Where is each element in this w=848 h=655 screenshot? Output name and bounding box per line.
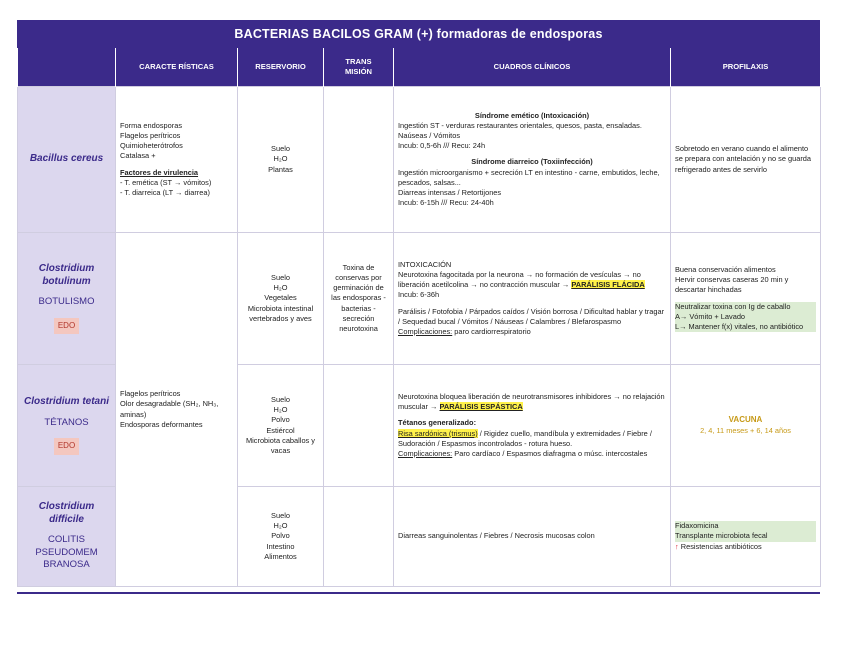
caract-line: Quimioheterótrofos bbox=[120, 141, 183, 151]
profilaxis-line: Buena conservación alimentos bbox=[675, 264, 776, 274]
transmision-cell-tetani bbox=[324, 365, 394, 487]
header-row bbox=[18, 48, 821, 87]
intox-title: INTOXICACIÓN bbox=[398, 259, 452, 269]
reservorio-line: H₂O bbox=[273, 521, 288, 531]
reservorio-line: Polvo bbox=[271, 415, 290, 425]
emetic-line: Naúseas / Vómitos bbox=[398, 130, 461, 140]
vaccine-label: VACUNA bbox=[728, 415, 763, 425]
row-clostridium-botulinum bbox=[18, 233, 821, 365]
reservorio-line: Suelo bbox=[271, 394, 290, 404]
reservorio-line: Plantas bbox=[268, 164, 293, 174]
virulence-title: Factores de virulencia bbox=[120, 167, 199, 177]
virulence-line: - T. emética (ST → vómitos) bbox=[120, 177, 212, 187]
diarrheal-line: Diarreas intensas / Retortijones bbox=[398, 188, 502, 197]
transmision-cell-difficile bbox=[324, 487, 394, 587]
species-name: Bacillus cereus bbox=[29, 153, 104, 165]
reservorio-line: Microbiota caballos y vacas bbox=[245, 435, 315, 455]
header-transmision: TRANS MISIÓN bbox=[324, 48, 394, 87]
vaccine-schedule: 2, 4, 11 meses + 6, 14 años bbox=[700, 425, 791, 435]
cuadros-cell-difficile: Diarreas sanguinolentas / Fiebres / Necrosis mucosas colon bbox=[394, 487, 671, 587]
header-profilaxis: PROFILAXIS bbox=[671, 48, 821, 87]
diarrheal-title: Síndrome diarreico (Toxiinfección) bbox=[471, 157, 593, 167]
reservorio-line: Vegetales bbox=[264, 293, 297, 303]
header-cuadros: CUADROS CLÍNICOS bbox=[394, 48, 671, 87]
reservorio-line: H₂O bbox=[273, 405, 288, 415]
arrow-up-icon: ↑ bbox=[675, 541, 679, 551]
caract-line: Olor desagradable (SH₂, NH₃, aminas) bbox=[120, 399, 219, 419]
mechanism-text: Neurotoxina fagocitada por la neurona → no formación de vesículas → no liberación acetilcolina → no contracción muscular → bbox=[398, 269, 641, 290]
mechanism-text: Neurotoxina bloquea liberación de neurotransmisores inhibidores → no relajación muscular → bbox=[398, 391, 665, 412]
reservorio-cell-bcereus bbox=[238, 87, 324, 233]
name-cell-bcereus bbox=[18, 87, 116, 233]
reservorio-line: Intestino bbox=[266, 541, 295, 551]
caract-cell-clostridium bbox=[116, 233, 238, 587]
treatment-line: L→ Mantener f(x) vitales, no antibiótico bbox=[675, 322, 816, 332]
resistance-text: Resistencias antibióticos bbox=[680, 541, 762, 551]
transmision-cell-botulinum: Toxina de conservas por germinación de las endosporas - bacterias - secreción neurotoxina bbox=[324, 233, 394, 365]
complications-label: Complicaciones: bbox=[398, 327, 453, 336]
incub-line: Incub: 6-36h bbox=[398, 290, 440, 300]
generalized-title: Tétanos generalizado: bbox=[398, 418, 477, 428]
cuadros-cell-bcereus bbox=[394, 87, 671, 233]
row-bacillus-cereus bbox=[18, 87, 821, 233]
complications-text: Paro cardíaco / Espasmos diafragma o músc. intercostales bbox=[454, 448, 648, 458]
emetic-title: Síndrome emético (Intoxicación) bbox=[474, 110, 590, 120]
table-bottom-border bbox=[17, 592, 820, 594]
profilaxis-line: Hervir conservas caseras 20 min y descartar hinchadas bbox=[675, 275, 789, 295]
edo-badge: EDO bbox=[54, 438, 79, 455]
bacteria-table bbox=[17, 48, 821, 587]
name-cell-tetani bbox=[18, 365, 116, 487]
profilaxis-cell-tetani bbox=[671, 365, 821, 487]
caract-line: Forma endosporas bbox=[120, 120, 183, 130]
virulence-line: - T. diarreica (LT → diarrea) bbox=[120, 188, 210, 197]
caract-line: Catalasa + bbox=[120, 151, 156, 161]
caract-line: Flagelos perítricos bbox=[120, 130, 181, 140]
reservorio-line: Suelo bbox=[271, 144, 290, 154]
treatment-line: Transplante microbiota fecal bbox=[675, 531, 816, 541]
bacteria-table-sheet bbox=[17, 20, 820, 587]
disease-name: TÉTANOS bbox=[44, 416, 89, 428]
profilaxis-cell-difficile bbox=[671, 487, 821, 587]
edo-badge: EDO bbox=[54, 318, 79, 335]
reservorio-cell-botulinum bbox=[238, 233, 324, 365]
treatment-line: A→ Vómito + Lavado bbox=[675, 312, 816, 322]
header-reservorio: RESERVORIO bbox=[238, 48, 324, 87]
species-name: Clostridium botulinum bbox=[38, 263, 95, 287]
complications-text: paro cardiorrespiratorio bbox=[454, 327, 531, 336]
transmision-cell-bcereus bbox=[324, 87, 394, 233]
name-cell-botulinum bbox=[18, 233, 116, 365]
cuadros-cell-tetani bbox=[394, 365, 671, 487]
name-cell-difficile bbox=[18, 487, 116, 587]
caract-line: Endosporas deformantes bbox=[120, 419, 203, 429]
reservorio-line: Microbiota intestinal vertebrados y aves bbox=[247, 303, 314, 323]
disease-name: BOTULISMO bbox=[38, 296, 95, 307]
reservorio-line: H₂O bbox=[273, 154, 288, 164]
caract-line: Flagelos perítricos bbox=[120, 389, 181, 399]
emetic-line: Ingestión ST - verduras restaurantes orientales, quesos, pasta, ensaladas. bbox=[398, 120, 642, 130]
treatment-line: Fidaxomicina bbox=[675, 521, 816, 531]
paralysis-highlight: PARÁLISIS ESPÁSTICA bbox=[439, 402, 523, 412]
emetic-line: Incub: 0,5-6h /// Recu: 24h bbox=[398, 141, 486, 151]
header-empty bbox=[18, 48, 116, 87]
table-title: BACTERIAS BACILOS GRAM (+) formadoras de endosporas bbox=[17, 20, 820, 48]
reservorio-cell-difficile bbox=[238, 487, 324, 587]
reservorio-line: Estiércol bbox=[266, 425, 295, 435]
reservorio-cell-tetani bbox=[238, 365, 324, 487]
disease-name: COLITIS PSEUDOMEM BRANOSA bbox=[35, 534, 98, 571]
header-caracteristicas: CARACTE RÍSTICAS bbox=[116, 48, 238, 87]
profilaxis-cell-bcereus: Sobretodo en verano cuando el alimento se prepara con antelación y no se guarda refrigerado antes de servirlo bbox=[671, 87, 821, 233]
diarrheal-line: Ingestión microorganismo + secreción LT en intestino - carne, embutidos, leche, pescados, salsas... bbox=[398, 167, 660, 187]
risa-highlight: Risa sardónica (trismus) bbox=[398, 428, 478, 438]
diarrheal-line: Incub: 6-15h /// Recu: 24-40h bbox=[398, 198, 494, 208]
cuadros-cell-botulinum bbox=[394, 233, 671, 365]
treatment-line: Neutralizar toxina con Ig de caballo bbox=[675, 302, 816, 312]
reservorio-line: H₂O bbox=[273, 283, 288, 293]
species-name: Clostridium tetani bbox=[23, 396, 109, 408]
profilaxis-cell-botulinum bbox=[671, 233, 821, 365]
symptoms-line: Parálisis / Fotofobia / Párpados caídos / Visión borrosa / Dificultad hablar y tragar / Sequedad bucal / Vómitos / Náuseas / Calambres / Blefarospasmo bbox=[398, 306, 665, 326]
reservorio-line: Alimentos bbox=[264, 551, 297, 561]
species-name: Clostridium difficile bbox=[38, 501, 95, 525]
reservorio-line: Suelo bbox=[271, 510, 290, 520]
reservorio-line: Polvo bbox=[271, 531, 290, 541]
complications-label: Complicaciones: bbox=[398, 448, 453, 458]
generalized-text: / Rigidez cuello, mandíbula y extremidades / Fiebre / Sudoración / Espasmos incontrolados - rotura hueso. bbox=[398, 428, 652, 448]
resistance-line bbox=[675, 542, 816, 552]
caract-cell-bcereus bbox=[116, 87, 238, 233]
paralysis-highlight: PARÁLISIS FLÁCIDA bbox=[571, 280, 645, 290]
reservorio-line: Suelo bbox=[271, 272, 290, 282]
